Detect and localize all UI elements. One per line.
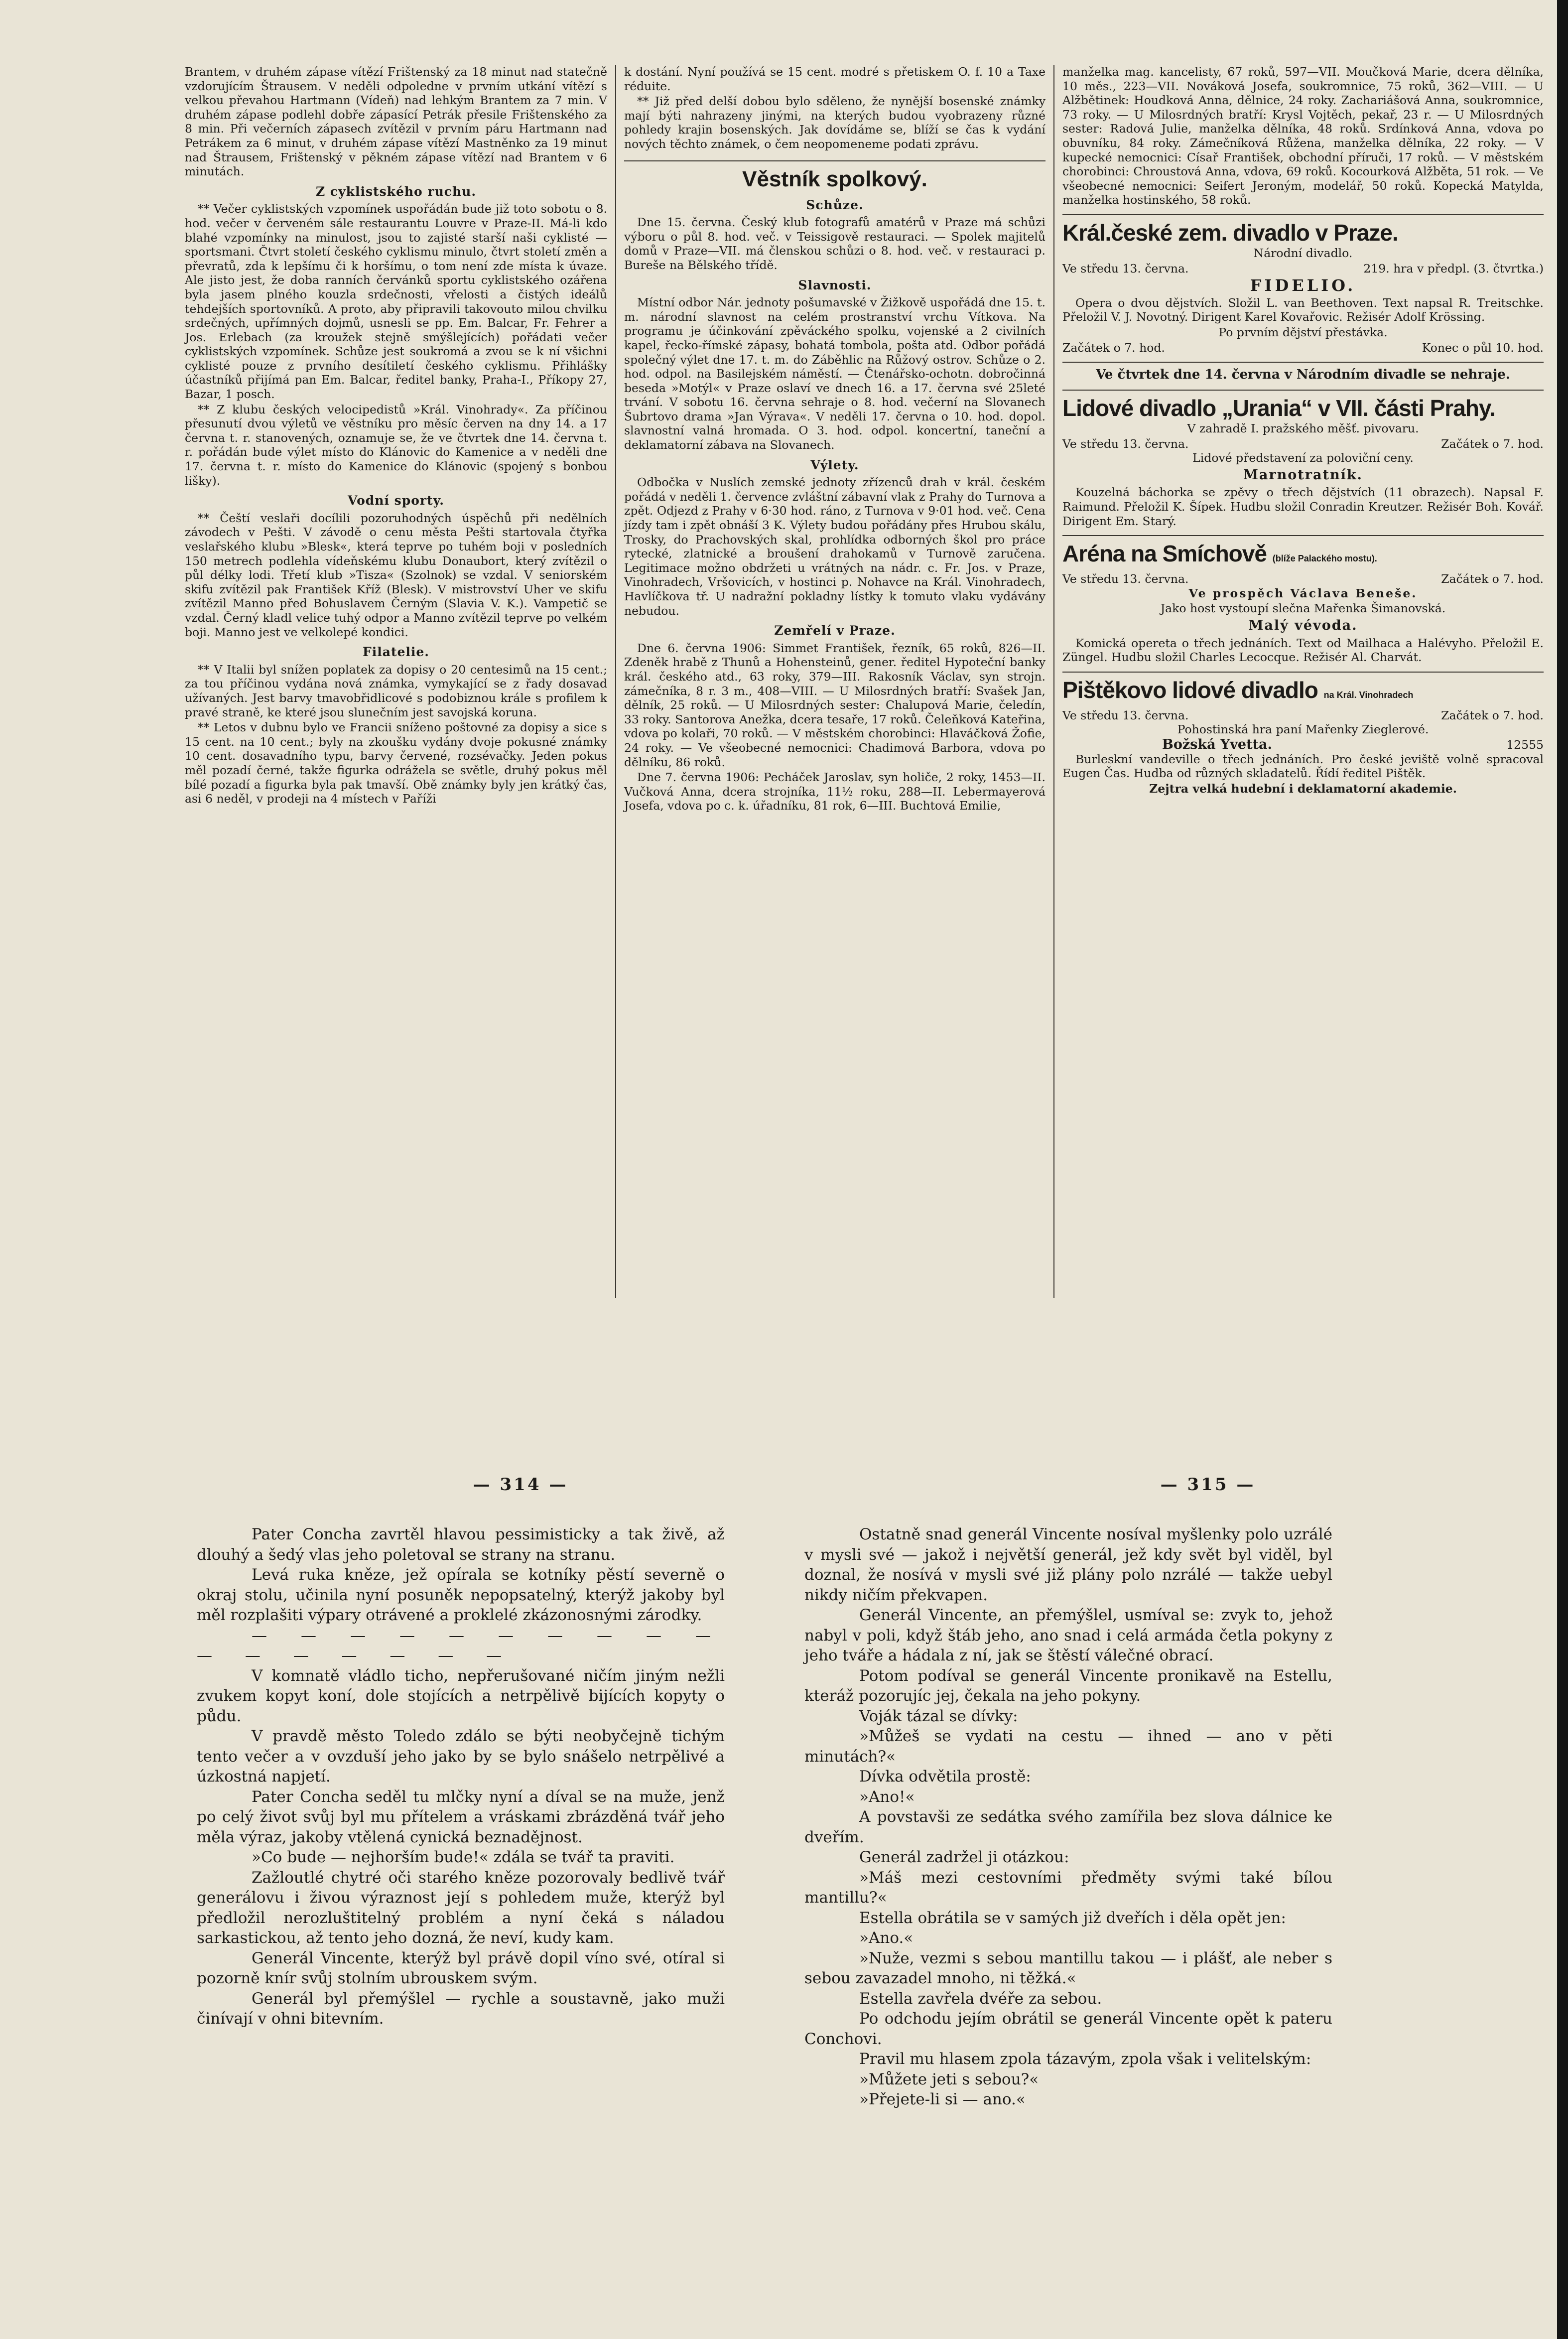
section-heading: Vodní sporty.	[348, 493, 444, 508]
paragraph: Pravil mu hlasem zpola tázavým, zpola však i velitelským:	[859, 2050, 1311, 2068]
paragraph: Místní odbor Nár. jednoty pošumavské v Žižkově uspořádá dne 15. t. m. národní slavnost na celém prostranství vrchu Vítkova. Na programu je účinkování zpěváckého spolku, vojenské a 2 civilních kapel, řecko-římské zápasy, bohatá tombola, pošta atd. Odbor pořádá společný výlet dne 17. t. m. do Záběhlic na Růžový ostrov. Schůze o 2. hod. odpol. na Basilejském náměstí. — Čtenářsko-ochotn. dobročinná beseda »Motýl« v Praze oslaví ve dnech 16. a 17. června své 25leté trvání. V sobotu 16. června sehraje o 8. hod. večerní na Slovanech Šubrtovo drama »Jan Výrava«. V neděli 17. června o 10. hod. dopol. slavnostní valná hromada. O 3. hod. odpol. koncertní, taneční a deklamatorní zábava na Slovanech.	[624, 295, 1045, 452]
date-row	[1062, 572, 1544, 586]
page-number-left: — 314 —	[473, 1475, 568, 1495]
page-number-right: — 315 —	[1160, 1475, 1256, 1495]
theater-name: Král.české zem. divadlo v Praze.	[1062, 219, 1398, 246]
theater-name	[1062, 677, 1544, 708]
notice: Ve čtvrtek dne 14. června v Národním divadle se nehraje.	[1096, 367, 1510, 383]
section-heading: Zemřelí v Praze.	[774, 623, 896, 638]
play-description: Kouzelná báchorka se zpěvy o třech dějstvích (11 obrazech). Napsal F. Raimund. Přeložil K. Šípek. Hudbu složil Conradin Kreutzer. Režisér Boh. Kovář. Dirigent Em. Starý.	[1062, 485, 1544, 528]
paragraph: Levá ruka kněze, jež opírala se kotníky pěstí severně o okraj stolu, učinila nyní posuněk nepopsatelný, kterýž jakoby byl měl rozplašiti výpary otrávené a proklelé zkázonosnými zárodky.	[197, 1566, 725, 1624]
paragraph: V pravdě město Toledo zdálo se býti neobyčejně tichým tento večer a v ovzduší jeho jako by se bylo snášelo netrpělivé a úzkostná napjetí.	[197, 1727, 725, 1786]
paragraph: ** V Italii byl snížen poplatek za dopisy o 20 centesimů na 15 cent.; za tou příčinou vydána nová známka, vymykající se z řady dosavad užívaných. Jest barvy tmavobřidlicové s podobiznou krále s profilem k pravé straně, ke které jsou slunečním jest savojská koruna.	[185, 662, 607, 719]
paragraph: ** Večer cyklistských vzpomínek uspořádán bude již toto sobotu o 8. hod. večer v červeném sále restaurantu Louvre v Praze-II. Má-li kdo blahé vzpomínky na minulost, jsou to zajisté starší naši cyklisté — sportsmani. Čtvrt století českého cyklismu minulo, čtvrt století změn a převratů, zda k lepšímu či k horšímu, o tom není zde místa k úvaze. Ale jisto jest, že doba ranních červánků sportu cyklistského ozářena byla jasem plného kouzla srdečnosti, vřelosti a čistých ideálů tehdejších sportovníků. A proto, aby připravili takovouto milou chvilku srdečných, upřímných dojmů, usnesli se pp. Em. Balcar, Fr. Fehrer a Jos. Erlebach (za kroužek stejně smýšlejících) pořádati večer cyklistských vzpomínek. Schůze jest soukromá a zvou se k ní všichni cyklisté pouze z prvního desítiletí českého cyklismu. Přihlášky účastníků přijímá pan Em. Balcar, ředitel banky, Praha-I., Příkopy 27, Bazar, 1 posch.	[185, 202, 607, 402]
date-row	[1062, 437, 1544, 451]
play-description: Komická opereta o třech jednáních. Text od Mailhaca a Halévyho. Přeložil E. Züngel. Hudbu složil Charles Lecocque. Režisér Al. Charvát.	[1062, 636, 1544, 665]
paragraph: Generál zadržel ji otázkou:	[859, 1848, 1069, 1866]
play-title: Božská Yvetta.	[1162, 737, 1272, 752]
theater-name-text: Aréna na Smíchově	[1062, 541, 1267, 567]
paragraph: Zažloutlé chytré oči starého kněze pozorovaly bedlivě tvář generálovu i živou výraznost její s pohledem muže, kterýž byl předložil nerozluštitelný problém a nyní čeká s náladou sarkastickou, až tento jeho dozná, že neví, kudy kam.	[197, 1868, 725, 1947]
column-1	[177, 65, 615, 1298]
paragraph: »Co bude — nejhorším bude!« zdála se tvář ta praviti.	[252, 1848, 675, 1866]
paragraph: Voják tázal se dívky:	[859, 1707, 1018, 1725]
announcement: Zejtra velká hudební i deklamatorní akademie.	[1149, 781, 1457, 796]
start-time: Začátek o 7. hod.	[1441, 436, 1544, 451]
theater-listing-arena	[1062, 535, 1544, 665]
upper-columns	[177, 65, 1552, 1298]
paragraph: Generál Vincente, kterýž byl právě dopil víno své, otíral si pozorně knír svůj stolním ubrouskem svým.	[197, 1949, 725, 1987]
paragraph: »Přejete-li si — ano.«	[859, 2090, 1026, 2108]
subscription: 219. hra v předpl. (3. čtvrtka.)	[1363, 261, 1544, 275]
theater-location-note: na Král. Vinohradech	[1323, 689, 1414, 700]
paragraph: »Můžete jeti s sebou?«	[859, 2070, 1039, 2088]
section-heading: Schůze.	[806, 197, 864, 212]
paragraph: Generál Vincente, an přemýšlel, usmíval se: zvyk to, jehož nabyl v poli, když štáb jeho, ano snad i celá armáda četla pokyny z jeho tváře a hádala z ní, jak se štěstí válečné obrací.	[804, 1606, 1332, 1664]
paragraph: Dne 15. června. Český klub fotografů amatérů v Praze má schůzi výboru o půl 8. hod. več. v Teissigově restauraci. — Spolek majitelů domů v Praze—VII. má členskou schůzi o 8. hod. več. v restauraci p. Bureše na Bělského třídě.	[624, 215, 1045, 272]
theater-subtitle: V zahradě I. pražského měšť. pivovaru.	[1187, 421, 1419, 436]
guest: Pohostinská hra paní Mařenky Zieglerové.	[1177, 722, 1429, 737]
section-heading: Výlety.	[810, 457, 859, 472]
paragraph: »Nuže, vezmi s sebou mantillu takou — i plášť, ale neber s sebou zavazadel mnoho, ni těžká.«	[804, 1949, 1332, 1987]
paragraph: Generál byl přemýšlel — rychle a soustavně, jako muži činívají v ohni bitevním.	[197, 1989, 725, 2028]
date-row	[1062, 262, 1544, 276]
paragraph: ** Letos v dubnu bylo ve Francii sníženo poštovné za dopisy a sice s 15 cent. na 10 cent.; byly na zkoušku vydány dvoje pokusné známky 10 cent. dosavadního typu, barvy červené, rozsévačky. Jeden pokus měl pozadí černé, takže figurka odrážela se světle, druhý pokus měl bílé pozadí a figurka byla pak tmavší. Obě známky byly jen krátký čas, asi 6 neděl, v prodeji na 4 místech v Paříži	[185, 720, 607, 806]
paragraph: Dne 6. června 1906: Simmet František, řezník, 65 roků, 826—II. Zdeněk hrabě z Thunů a Hohensteinů, gener. ředitel Hypoteční banky král. českého atd., 63 roky, 379—III. Rakosník Václav, syn strojn. zámečníka, 8 r. 3 m., 408—VIII. — U Milosrdných bratří: Svašek Jan, dělník, 25 roků. — U Milosrdných sester: Chalupová Marie, čeledín, 33 roky. Santorova Anežka, dcera tesaře, 17 roků. Čeleňková Kateřina, vdova po kolaři, 70 roků. — V městském chorobinci: Hlaváčková Žofie, 24 roky. — Ve všeobecné nemocnici: Chadimová Barbora, vdova po dělníku, 86 roků.	[624, 641, 1045, 769]
date: Ve středu 13. června.	[1062, 708, 1189, 722]
section-heading: Z cyklistského ruchu.	[315, 184, 477, 199]
end-time: Konec o půl 10. hod.	[1422, 340, 1544, 355]
paragraph: Estella zavřela dvéře za sebou.	[859, 1989, 1102, 2008]
column-3	[1053, 65, 1552, 1298]
play-title: Marnotratník.	[1243, 467, 1363, 483]
benefit: Ve prospěch Václava Beneše.	[1188, 586, 1418, 600]
paragraph: ** Čeští veslaři docílili pozoruhodných úspěchů při nedělních závodech v Pešti. V závodě o cenu města Pešti startovala čtyřka veslařského klubu »Blesk«, která teprve po tuhém boji v posledních 150 metrech podlehla vídeňskému klubu Donaubort, který zvítězil o půl délky lodi. Třetí klub »Tisza« (Szolnok) se vzdal. V seniorském skifu zvítězil pak František Kříž (Blesk). V mistrovství Uher ve skifu zvítězil Manno před Bohuslavem Černým (Slavia V. K.). Vampetič se vzdal. Černý kladl velice tuhý odpor a Manno zvítězil teprve po velkém boji. Manno jest ve velkolepé kondici.	[185, 511, 607, 639]
theater-name: Lidové divadlo „Urania“ v VII. části Prahy.	[1062, 395, 1495, 421]
paragraph: V komnatě vládlo ticho, nepřerušované ničím jiným nežli zvukem kopyt koní, dole stojících a netrpělivě bijících kopyty o půdu.	[197, 1666, 725, 1725]
play-title: Malý vévoda.	[1248, 618, 1358, 634]
paragraph: Potom podíval se generál Vincente pronikavě na Estellu, kteráž pozorujíc jej, čekala na jeho pokyny.	[804, 1666, 1332, 1705]
paragraph: manželka mag. kancelisty, 67 roků, 597—VII. Moučková Marie, dcera dělníka, 10 měs., 223—VII. Nováková Josefa, soukromnice, 75 roků, 362—VIII. — U Alžbětinek: Houdková Anna, dělnice, 24 roky. Zachariášová Anna, soukromnice, 73 roky. — U Milosrdných bratří: Krysl Vojtěch, pekař, 23 r. — U Milosrdných sester: Radová Julie, manželka dělníka, 48 roků. Srdínková Anna, vdova po obuvníku, 84 roky. Zámečníková Růžena, manželka dělníka, 22 roky. — V kupecké nemocnici: Císař František, obchodní příruči, 17 roků. — V městském chorobinci: Chroustová Anna, vdova, 69 roků. Kocourková Alžběta, 51 rok. — Ve všeobecné nemocnici: Seifert Jeroným, modelář, 50 roků. Kopecká Matylda, manželka hostinského, 58 roků.	[1062, 65, 1544, 207]
start-time: Začátek o 7. hod.	[1062, 340, 1165, 355]
theater-subtitle: Národní divadlo.	[1253, 246, 1353, 260]
novel-pages	[177, 1524, 1552, 2302]
paragraph: ** Z klubu českých velocipedistů »Král. Vinohrady«. Za příčinou přesunutí dvou výletů ve věstníku pro měsíc červen na dny 14. a 17 června t. r. stanovených, oznamuje se, že ve čtvrtek dne 14. června t. r. pořádán bude výlet místo do Klánovic do Kamenice a v neděli dne 17. června t. r. místo do Kamenice do Klánovic (spojený s bonbou lišky).	[185, 402, 607, 488]
paragraph: Dívka odvětila prostě:	[859, 1768, 1031, 1786]
section-heading: Slavnosti.	[798, 277, 872, 292]
paragraph: Estella obrátila se v samých již dveřích i děla opět jen:	[859, 1909, 1286, 1927]
performance-info: Lidové představení za poloviční ceny.	[1192, 451, 1414, 465]
play-description: Opera o dvou dějstvích. Složil L. van Beethoven. Text napsal R. Treitschke. Přeložil V. J. Novotný. Dirigent Karel Kovařovic. Režisér Adolf Krössing.	[1062, 295, 1544, 324]
date: Ve středu 13. června.	[1062, 261, 1189, 275]
paragraph: ** Již před delší dobou bylo sděleno, že nynější bosenské známky mají býti nahrazeny jinými, na kterých budou vyobrazeny různé pohledy krajin bosenských. Jak dovídáme se, blíží se čas k vydání nových těchto známek, o čem neopomeneme podati zprávu.	[624, 94, 1045, 151]
paragraph: A povstavši ze sedátka svého zamířila bez slova dálnice ke dveřím.	[804, 1808, 1332, 1846]
play-row	[1062, 738, 1544, 752]
paragraph: Pater Concha seděl tu mlčky nyní a díval se na muže, jenž po celý život svůj byl mu přítelem a vráskami zbrázděná tvář jeho měla výraz, jakoby vtělená cynická beznadějnost.	[197, 1788, 725, 1846]
theater-name-text: Pištěkovo lidové divadlo	[1062, 677, 1318, 703]
paragraph: Dne 7. června 1906: Pecháček Jaroslav, syn holiče, 2 roky, 1453—II. Vučková Anna, dcera strojníka, 11½ roku, 288—II. Lebermayerová Josefa, vdova po c. k. úřadníku, 81 rok, 6—III. Buchtová Emilie,	[624, 770, 1045, 813]
theater-listing-national	[1062, 214, 1544, 355]
guest: Jako host vystoupí slečna Mařenka Šimanovská.	[1160, 601, 1446, 616]
paragraph: »Ano!«	[859, 1788, 915, 1806]
paragraph: k dostání. Nyní používá se 15 cent. modré s přetiskem O. f. 10 a Taxe réduite.	[624, 65, 1045, 93]
date: Ve středu 13. června.	[1062, 436, 1189, 451]
theater-location-note: (blíže Palackého mostu).	[1272, 553, 1377, 564]
separator: — — — — — — — — — — — — — — — — —	[197, 1626, 725, 1664]
reference-number: 12555	[1506, 738, 1544, 752]
binding-edge	[1557, 0, 1568, 2339]
section-title: Věstník spolkový.	[624, 160, 1045, 192]
play-title: FIDELIO.	[1250, 276, 1356, 295]
paragraph: »Můžeš se vydati na cestu — ihned — ano v pěti minutách?«	[804, 1727, 1332, 1766]
paragraph: »Máš mezi cestovními předměty svými také bílou mantillu?«	[804, 1868, 1332, 1907]
theater-listing-urania	[1062, 390, 1544, 528]
paragraph: Ostatně snad generál Vincente nosíval myšlenky polo uzrálé v mysli své — jakož i největší generál, jež kdy svět byl viděl, byl doznal, že nosívá v mysli své již plány polo nzrálé — takže uebyl nikdy ničím překvapen.	[804, 1525, 1332, 1604]
time-row	[1062, 341, 1544, 355]
paragraph: Po odchodu jejím obrátil se generál Vincente opět k pateru Conchovi.	[804, 2010, 1332, 2048]
paragraph: »Ano.«	[859, 1929, 914, 1947]
novel-page-right	[784, 1524, 1352, 2302]
date: Ve středu 13. června.	[1062, 572, 1189, 586]
page-numbers	[177, 1475, 1552, 1495]
paragraph: Pater Concha zavrtěl hlavou pessimisticky a tak živě, až dlouhý a šedý vlas jeho poletoval se strany na stranu.	[197, 1525, 725, 1564]
theater-listing-pistek	[1062, 672, 1544, 796]
paragraph: Brantem, v druhém zápase vítězí Frištenský za 18 minut nad statečně vzdorujícím Štrausem. V neděli odpoledne v prvním utkání vítězí s velkou převahou Hartmann (Vídeň) nad lehkým Brantem za 7 min. V druhém zápase podlehl dobře zápasící Petrák přesile Frištenského za 8 min. Při večerních zápasech zvítězil v prvním páru Hartmann nad Petrákem za 6 minut, v druhém zápase vítězí Mastněnko za 19 minut nad Štrausem, Frištenský v pěkném zápase vítězí nad Brantem v 6 minutách.	[185, 65, 607, 179]
start-time: Začátek o 7. hod.	[1441, 708, 1544, 722]
date-row	[1062, 708, 1544, 723]
paragraph: Odbočka v Nuslích zemské jednoty zřízenců drah v král. českém pořádá v neděli 1. července zvláštní zábavní vlak z Prahy do Turnova a zpět. Odjezd z Prahy v 6·30 hod. ráno, z Turnova v 9·01 hod. več. Cena jízdy tam i zpět obnáší 3 K. Výlety budou pořádány přes Hrubou skálu, Trosky, do Prachovských skal, prohlídka odborných škol pro práce rytecké, zlatnické a broušení drahokamů v Turnově zaručena. Legitimace možno obdržeti u vrátných na nádr. c. Fr. Jos. v Praze, Vinohradech, Vršovicích, v hostinci p. Nohavce na Král. Vinohradech, Havlíčkova tř. U nadražní pokladny lístky k tomuto vlaku vydávány nebudou.	[624, 475, 1045, 618]
start-time: Začátek o 7. hod.	[1441, 572, 1544, 586]
notice-box	[1062, 362, 1544, 383]
section-heading: Filatelie.	[363, 645, 429, 660]
play-description: Burleskní vandeville o třech jednáních. Pro české jeviště volně spracoval Eugen Čas. Hudba od různých skladatelů. Řídí ředitel Pištěk.	[1062, 752, 1544, 781]
novel-page-left	[177, 1524, 745, 2302]
intermission: Po prvním dějství přestávka.	[1218, 325, 1388, 339]
theater-name	[1062, 540, 1544, 572]
column-2	[615, 65, 1053, 1298]
